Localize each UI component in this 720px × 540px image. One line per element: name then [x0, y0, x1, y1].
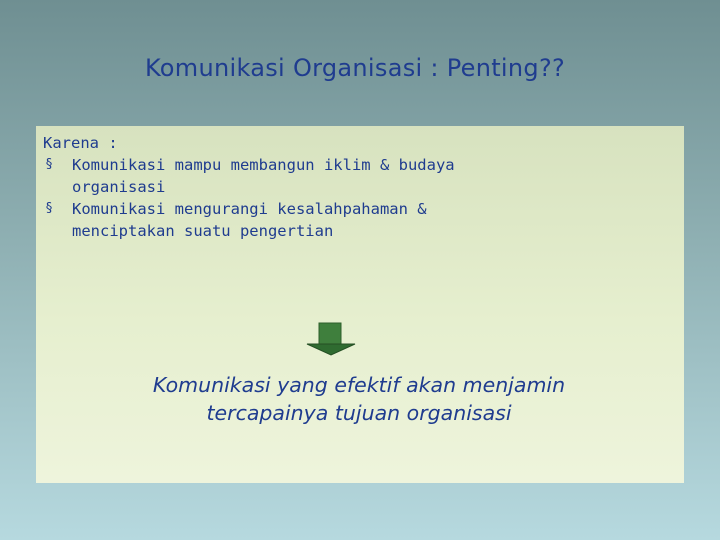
bullet-item — [43, 198, 673, 242]
bullet-list — [43, 154, 673, 242]
bullet-item — [43, 154, 673, 198]
bullet-1-line-1: Komunikasi mampu membangun iklim & budaya — [72, 156, 455, 174]
conclusion-line-2: tercapainya tujuan organisasi — [206, 401, 512, 425]
bullet-marker: § — [45, 157, 53, 172]
down-arrow-svg — [304, 322, 358, 356]
content-box — [36, 126, 684, 483]
down-arrow-icon — [304, 322, 358, 356]
bullet-1-line-2: organisasi — [72, 178, 166, 196]
intro-line: Karena : — [43, 134, 118, 152]
bullet-marker: § — [45, 201, 53, 216]
conclusion-line-1: Komunikasi yang efektif akan menjamin — [152, 373, 566, 397]
conclusion-text — [66, 371, 652, 427]
bullet-2-line-2: menciptakan suatu pengertian — [72, 222, 334, 240]
body-text — [43, 132, 673, 242]
slide-title: Komunikasi Organisasi : Penting?? — [144, 54, 566, 82]
bullet-2-line-1: Komunikasi mengurangi kesalahpahaman & — [72, 200, 427, 218]
